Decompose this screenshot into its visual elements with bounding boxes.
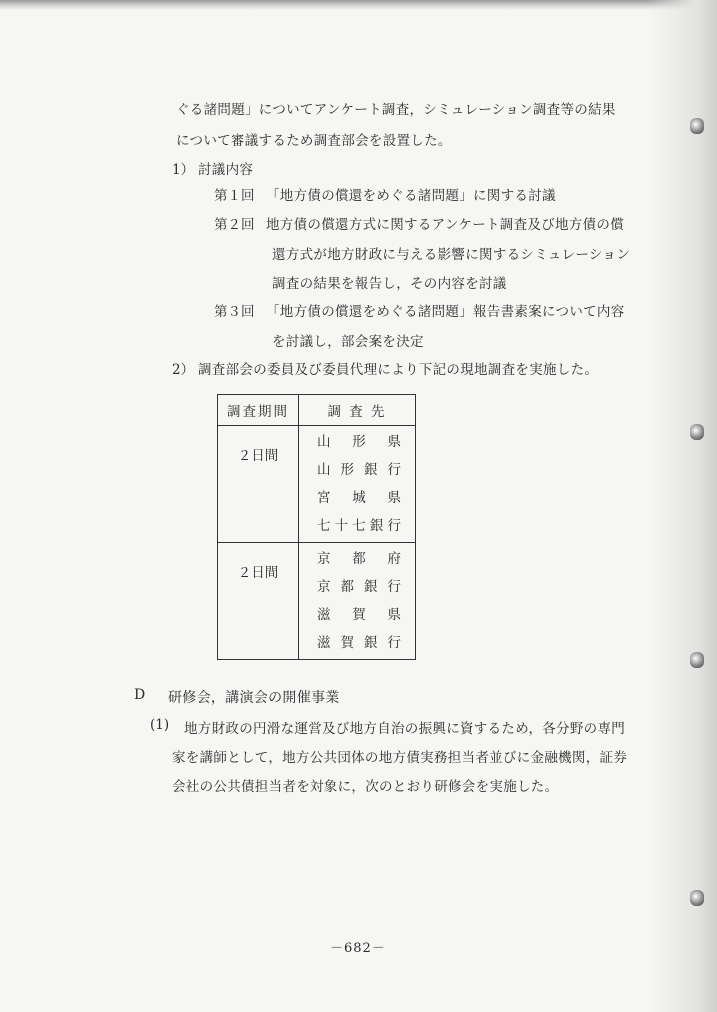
destination: 京都府 <box>317 551 401 567</box>
body-line-2: について審議するため調査部会を設置した。 <box>176 133 452 149</box>
destination: 山形県 <box>317 434 401 450</box>
destinations-cell <box>299 426 416 543</box>
item1-label: 1） <box>172 162 195 178</box>
meeting-2-number: 第２回 <box>214 217 255 233</box>
table-row <box>218 426 416 543</box>
meeting-3-number: 第３回 <box>214 304 255 320</box>
destinations-cell <box>299 543 416 660</box>
survey-table <box>217 394 416 660</box>
header-destination: 調 査 先 <box>299 395 416 426</box>
meeting-2-line-1: 地方債の償還方式に関するアンケート調査及び地方債の償 <box>266 217 624 233</box>
section-d-title: 研修会，講演会の開催事業 <box>168 690 340 706</box>
binder-ring-1 <box>690 118 704 134</box>
section-d-item-label: (1) <box>150 717 170 733</box>
table-header-row <box>218 395 416 426</box>
item2-label: 2） <box>172 362 195 378</box>
binder-ring-4 <box>690 890 704 906</box>
scan-binding-shadow <box>647 0 717 1012</box>
meeting-2-line-2: 還方式が地方財政に与える影響に関するシミュレーション <box>272 247 630 263</box>
header-duration: 調査期間 <box>218 395 299 426</box>
destination: 滋賀銀行 <box>317 635 401 651</box>
destination: 滋賀県 <box>317 607 401 623</box>
meeting-2-line-3: 調査の結果を報告し，その内容を討議 <box>272 276 507 292</box>
table-row <box>218 543 416 660</box>
page-number: －682－ <box>330 941 386 956</box>
meeting-1-line-1: 「地方債の償還をめぐる諸問題」に関する討議 <box>266 188 556 204</box>
item1-title: 討議内容 <box>198 162 254 178</box>
meeting-3-line-2: を討議し，部会案を決定 <box>272 334 424 350</box>
section-d-line-3: 会社の公共債担当者を対象に，次のとおり研修会を実施した。 <box>172 779 559 795</box>
destination: 京都銀行 <box>317 579 401 595</box>
destination: 山形銀行 <box>317 462 401 478</box>
destination: 宮城県 <box>317 490 401 506</box>
scan-top-edge <box>0 0 717 10</box>
binder-ring-2 <box>690 424 704 440</box>
duration-cell: ２日間 <box>218 426 299 543</box>
meeting-1-number: 第１回 <box>214 188 255 204</box>
destination: 七十七銀行 <box>317 518 401 534</box>
item2-text: 調査部会の委員及び委員代理により下記の現地調査を実施した。 <box>198 362 599 378</box>
meeting-3-line-1: 「地方債の償還をめぐる諸問題」報告書素案について内容 <box>266 304 625 320</box>
duration-cell: ２日間 <box>218 543 299 660</box>
section-d-line-2: 家を講師として，地方公共団体の地方債実務担当者並びに金融機関，証券 <box>172 750 628 766</box>
section-d-label: D <box>134 687 146 703</box>
binder-ring-3 <box>690 652 704 668</box>
section-d-line-1: 地方財政の円滑な運営及び地方自治の振興に資するため，各分野の専門 <box>184 721 626 737</box>
body-line-1: ぐる諸問題」についてアンケート調査，シミュレーション調査等の結果 <box>176 102 616 118</box>
